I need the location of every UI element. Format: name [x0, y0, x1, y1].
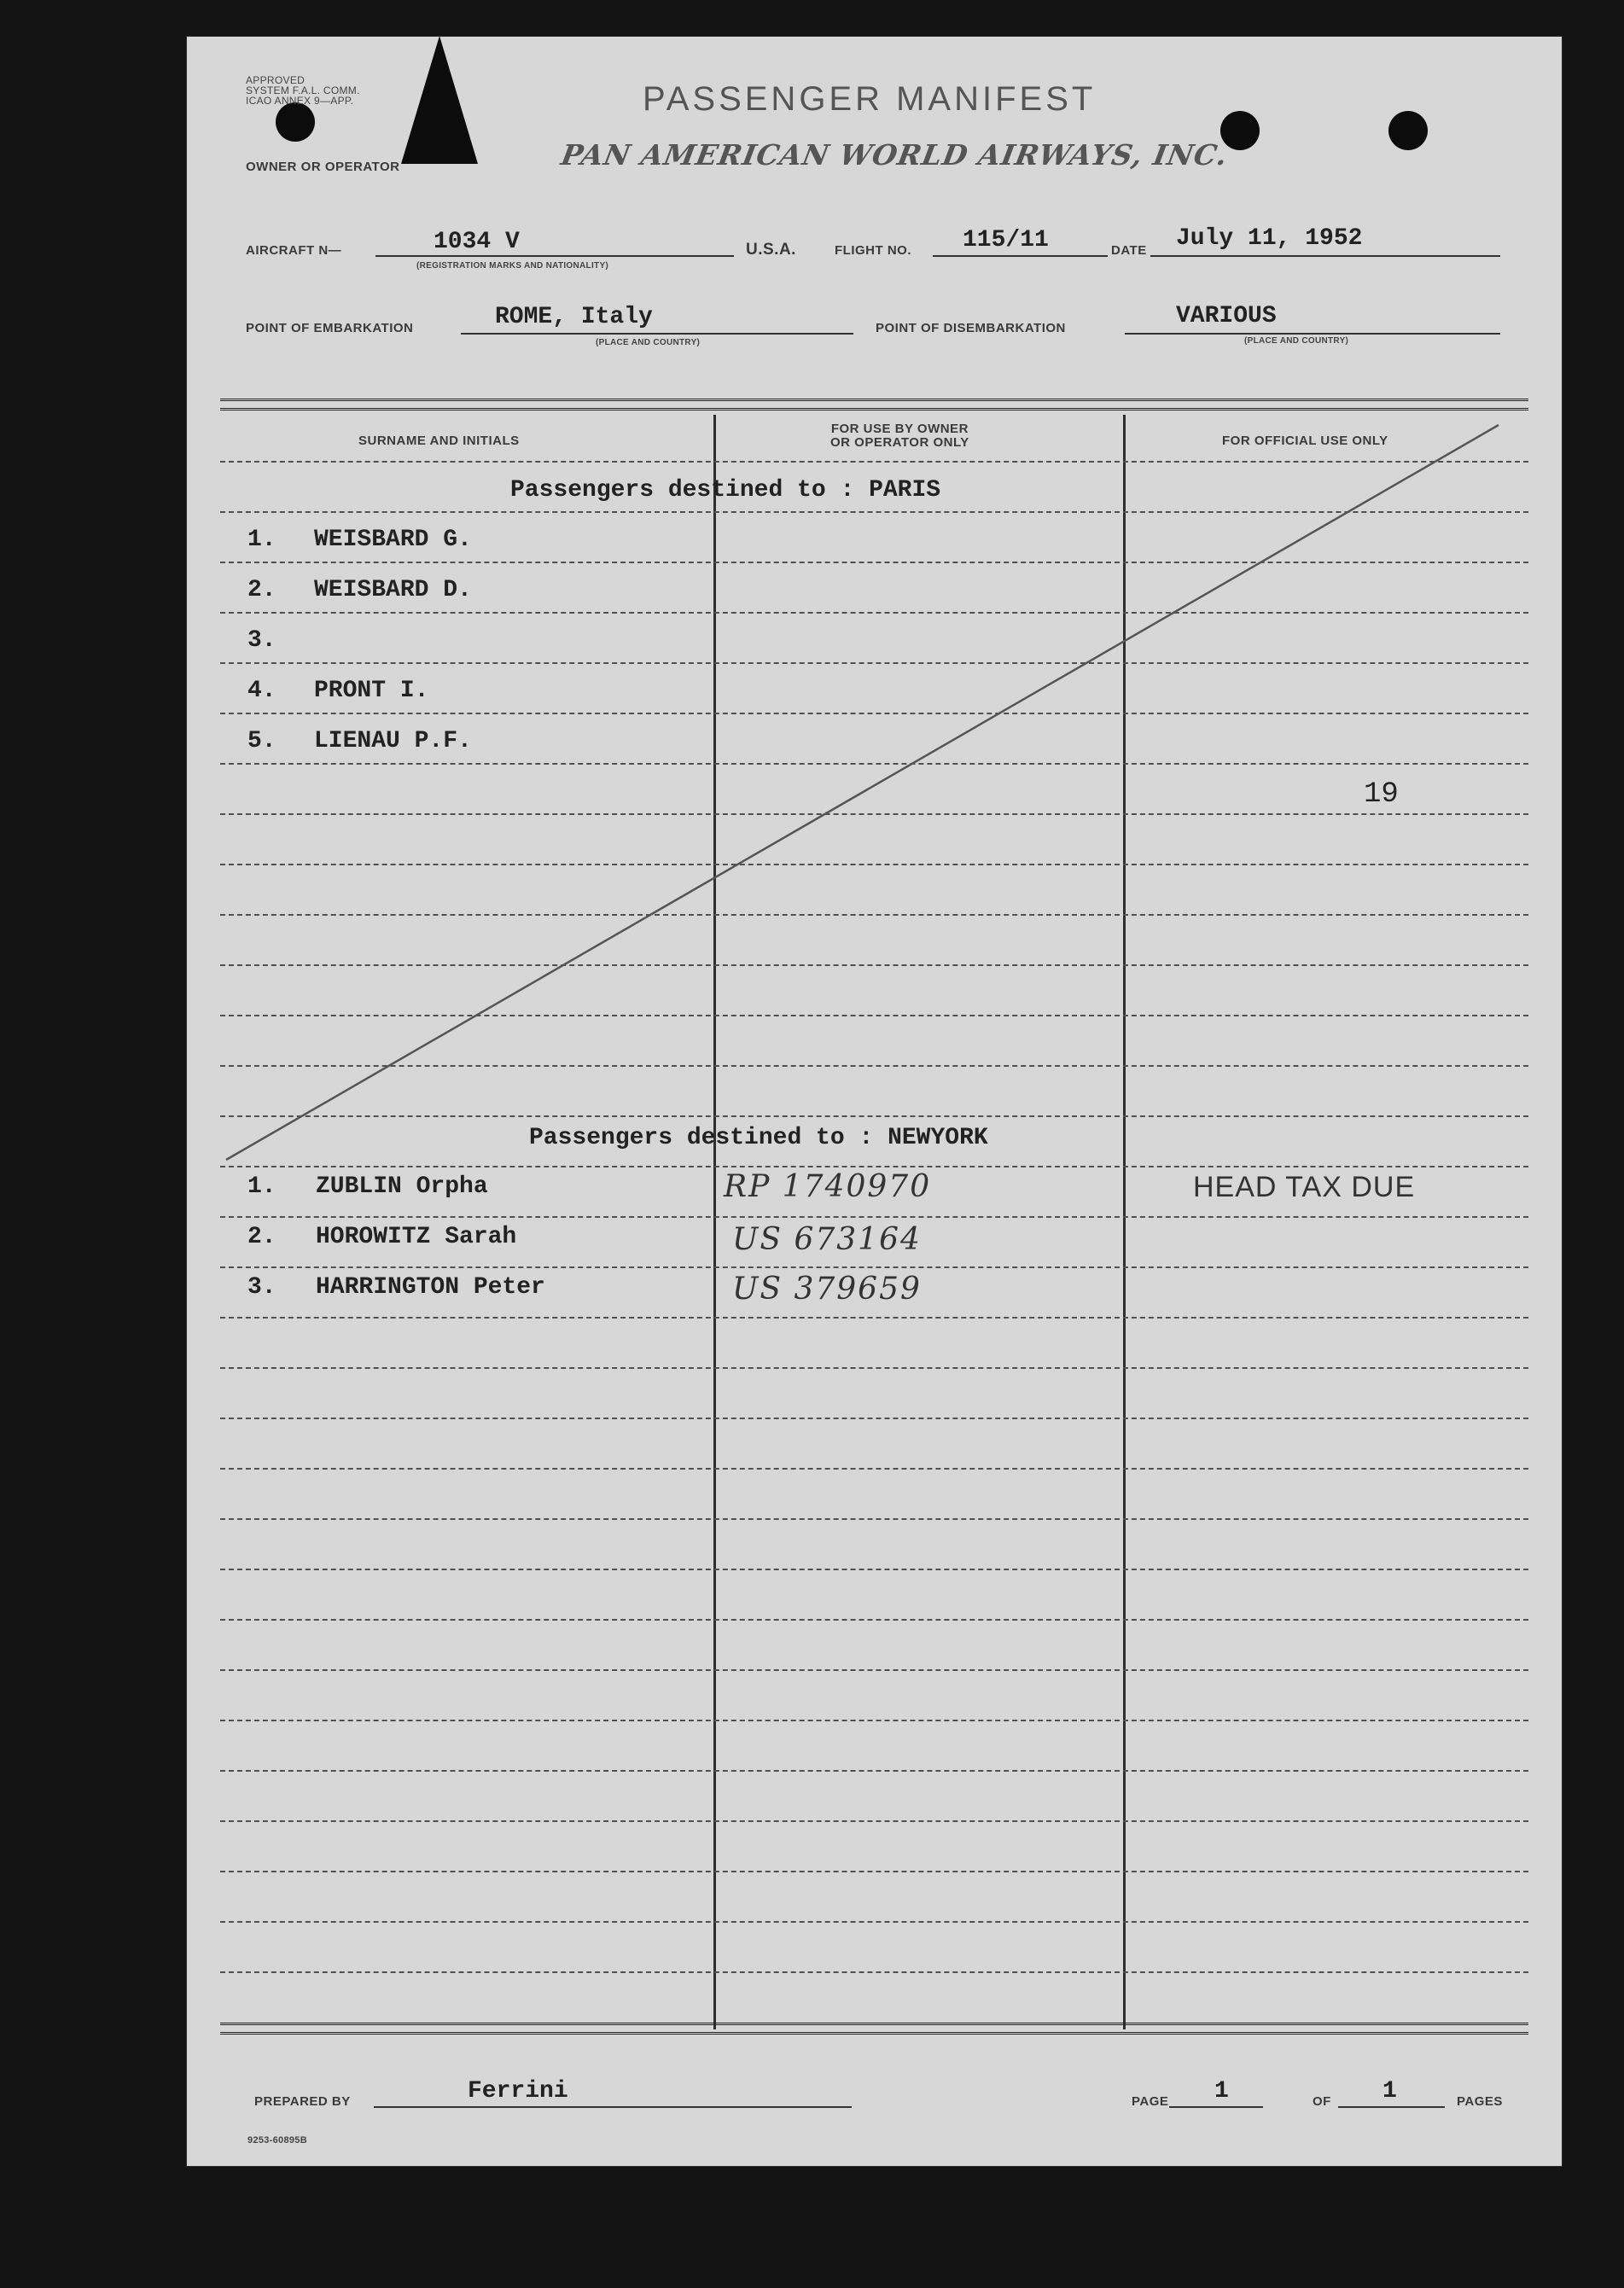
- flight-value: 115/11: [963, 227, 1049, 253]
- page-value: 1: [1214, 2078, 1229, 2105]
- passenger-name: ZUBLIN Orpha: [316, 1173, 488, 1200]
- passenger-name: WEISBARD D.: [314, 577, 472, 603]
- official-note: HEAD TAX DUE: [1193, 1171, 1416, 1203]
- approval-line: APPROVED: [246, 74, 306, 86]
- paris-section-header: Passengers destined to : PARIS: [510, 477, 941, 504]
- passenger-number: 2.: [247, 1224, 276, 1250]
- passenger-number: 1.: [247, 1173, 276, 1200]
- aircraft-value: 1034 V: [434, 229, 520, 255]
- passport-number: RP 1740970: [724, 1169, 932, 1204]
- country-label: U.S.A.: [746, 241, 796, 259]
- embark-caption: (PLACE AND COUNTRY): [596, 338, 701, 347]
- passport-number: US 379659: [732, 1272, 922, 1307]
- registration-caption: (REGISTRATION MARKS AND NATIONALITY): [416, 261, 609, 271]
- of-underline: [1338, 2106, 1445, 2108]
- newyork-section-header: Passengers destined to : NEWYORK: [529, 1125, 988, 1151]
- of-label: OF: [1313, 2094, 1331, 2109]
- passenger-name: PRONT I.: [314, 678, 429, 704]
- manifest-form: [186, 36, 1563, 2167]
- strike-through-line: [186, 36, 1563, 2167]
- passenger-number: 1.: [247, 527, 276, 553]
- passenger-name: HOROWITZ Sarah: [316, 1224, 517, 1250]
- col-owner-header-line1: FOR USE BY OWNER: [830, 422, 969, 436]
- col-official-header: FOR OFFICIAL USE ONLY: [1222, 434, 1388, 448]
- col-surname-header: SURNAME AND INITIALS: [358, 434, 520, 448]
- paris-official-count: 19: [1364, 778, 1399, 811]
- date-value: July 11, 1952: [1176, 225, 1363, 252]
- embark-value: ROME, Italy: [495, 304, 653, 330]
- owner-label: OWNER OR OPERATOR: [246, 160, 400, 174]
- approval-line: SYSTEM F.A.L. COMM.: [246, 84, 360, 96]
- page-underline: [1169, 2106, 1263, 2108]
- passport-number: US 673164: [732, 1222, 922, 1257]
- embark-label: POINT OF EMBARKATION: [246, 321, 414, 335]
- date-label: DATE: [1111, 243, 1147, 258]
- disembark-label: POINT OF DISEMBARKATION: [876, 321, 1066, 335]
- passenger-name: WEISBARD G.: [314, 527, 472, 553]
- passenger-name: LIENAU P.F.: [314, 728, 472, 754]
- prepared-underline: [374, 2106, 852, 2108]
- passenger-number: 3.: [247, 627, 276, 654]
- passenger-number: 3.: [247, 1274, 276, 1301]
- passenger-name: HARRINGTON Peter: [316, 1274, 545, 1301]
- flight-label: FLIGHT NO.: [835, 243, 911, 258]
- aircraft-label: AIRCRAFT N—: [246, 243, 342, 258]
- disembark-caption: (PLACE AND COUNTRY): [1244, 336, 1349, 346]
- page-label: PAGE: [1132, 2094, 1169, 2109]
- col-owner-header-line2: OR OPERATOR ONLY: [830, 435, 969, 450]
- passenger-number: 4.: [247, 678, 276, 704]
- prepared-label: PREPARED BY: [254, 2094, 351, 2109]
- approval-line: ICAO ANNEX 9—APP.: [246, 95, 354, 107]
- disembark-value: VARIOUS: [1176, 303, 1277, 329]
- of-value: 1: [1382, 2078, 1397, 2105]
- airline-name: PAN AMERICAN WORLD AIRWAYS, INC.: [558, 138, 1231, 172]
- passenger-number: 5.: [247, 728, 276, 754]
- form-title: PASSENGER MANIFEST: [643, 80, 1097, 118]
- print-code: 9253-60895B: [247, 2135, 307, 2145]
- prepared-value: Ferrini: [468, 2078, 568, 2105]
- pages-label: PAGES: [1457, 2094, 1503, 2109]
- passenger-number: 2.: [247, 577, 276, 603]
